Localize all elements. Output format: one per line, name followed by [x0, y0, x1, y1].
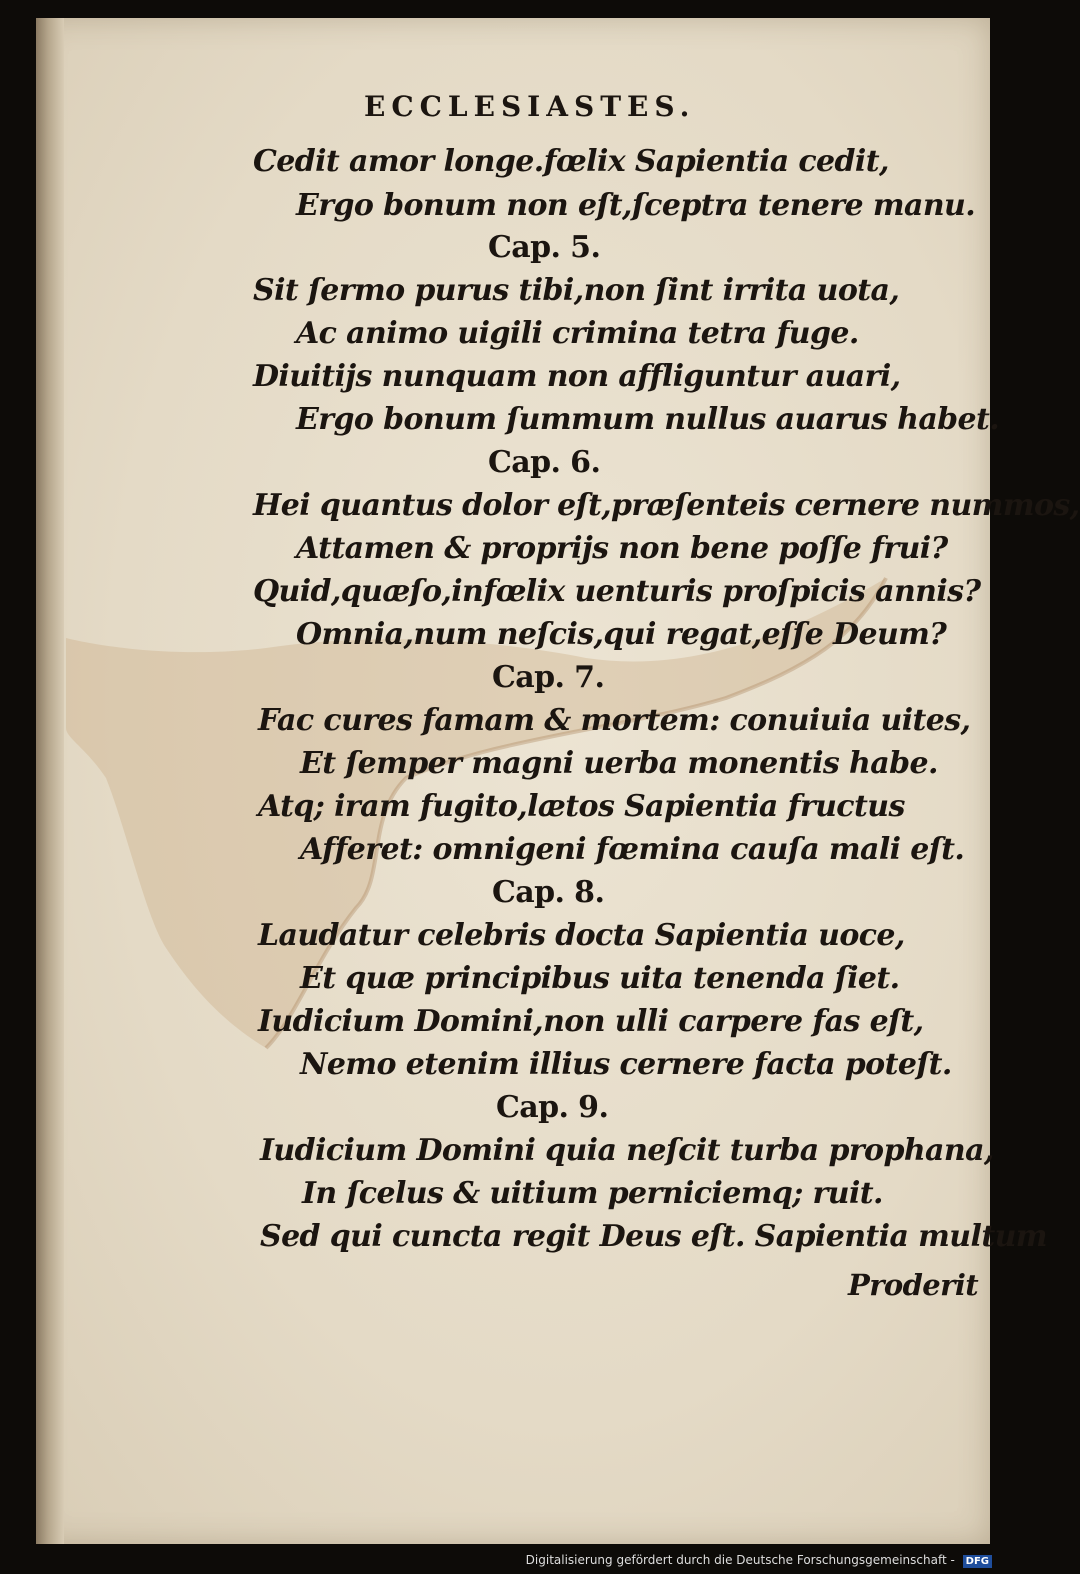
verse-line: Diuitijs nunquam non affliguntur auari,	[253, 359, 901, 394]
book-page	[36, 18, 1080, 1544]
verse-line: Afferet: omnigeni fœmina cauſa mali eſt.	[300, 832, 965, 867]
page-text	[36, 18, 1080, 1544]
verse-line: Iudicium Domini quia neſcit turba prophana,	[260, 1133, 994, 1168]
verse-line: Cedit amor longe.fœlix Sapientia cedit,	[253, 144, 889, 179]
verse-line: Ergo bonum non eſt,ſceptra tenere manu.	[296, 188, 976, 223]
dfg-logo: DFG	[963, 1555, 992, 1568]
verse-line: Attamen & proprijs non bene poſſe frui?	[296, 531, 948, 566]
verse-line: Et quæ principibus uita tenenda ſiet.	[300, 961, 900, 996]
verse-line: Sed qui cuncta regit Deus eſt. Sapientia multum	[260, 1219, 1047, 1254]
digitization-footer	[526, 1553, 992, 1568]
verse-line: Ergo bonum ſummum nullus auarus habet.	[296, 402, 1000, 437]
verse-line: Quid,quæſo,infœlix uenturis proſpicis annis?	[253, 574, 981, 609]
verse-line: Iudicium Domini,non ulli carpere fas eſt,	[258, 1004, 924, 1039]
verse-line: Omnia,num neſcis,qui regat,eſſe Deum?	[296, 617, 947, 652]
chapter-heading: Cap. 8.	[492, 875, 605, 910]
footer-text: Digitalisierung gefördert durch die Deutsche Forschungsgemeinschaft -	[525, 1553, 955, 1567]
chapter-heading: Cap. 5.	[488, 230, 601, 265]
catchword: Proderit	[848, 1268, 979, 1302]
chapter-heading: Cap. 7.	[492, 660, 605, 695]
verse-line: In ſcelus & uitium perniciemq; ruit.	[302, 1176, 883, 1211]
verse-line: Ac animo uigili crimina tetra fuge.	[296, 316, 859, 351]
verse-line: Sit ſermo purus tibi,non ſint irrita uota,	[253, 273, 900, 308]
verse-line: Hei quantus dolor eſt,præſenteis cernere nummos,	[253, 488, 1080, 523]
chapter-heading: Cap. 9.	[496, 1090, 609, 1125]
verse-line: Atq; iram fugito,lætos Sapientia fructus	[258, 789, 905, 824]
verse-line: Nemo etenim illius cernere facta poteſt.	[300, 1047, 952, 1082]
verse-line: Et ſemper magni uerba monentis habe.	[300, 746, 938, 781]
verse-line: Laudatur celebris docta Sapientia uoce,	[258, 918, 905, 953]
chapter-heading: Cap. 6.	[488, 445, 601, 480]
verse-line: Fac cures famam & mortem: conuiuia uites,	[258, 703, 971, 738]
running-header: ECCLESIASTES.	[364, 90, 696, 123]
